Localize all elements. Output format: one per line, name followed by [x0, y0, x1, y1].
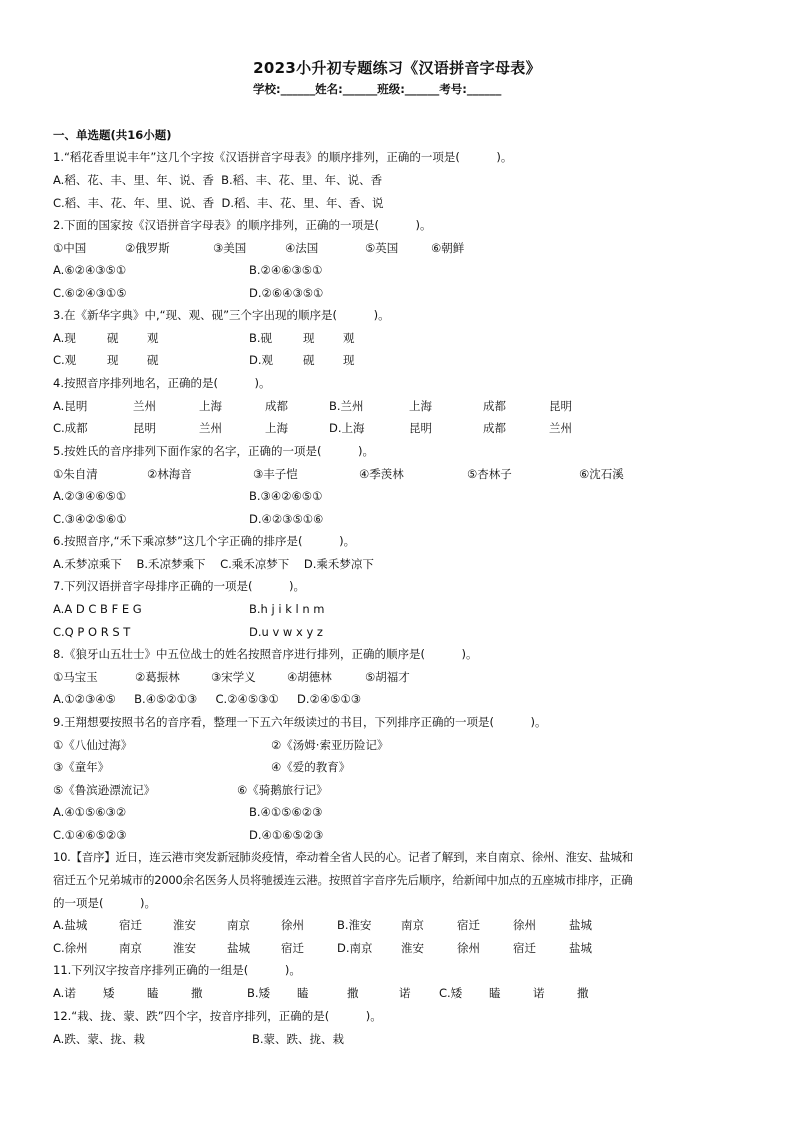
question-10-stem-line-1: 10.【音序】近日，连云港市突发新冠肺炎疫情，牵动着全省人民的心。记者了解到，来自南京、徐州、淮安、盐城和	[53, 850, 634, 864]
item: ②林海音	[147, 467, 192, 481]
word: 淮安	[173, 918, 196, 932]
item: ①中国	[53, 241, 87, 255]
word: 成都	[483, 421, 506, 435]
item: ④法国	[285, 241, 319, 255]
question-10-options-cd	[53, 940, 592, 956]
question-3-option-b	[249, 330, 355, 346]
word: 诺	[399, 986, 411, 1000]
question-9-option-d: D.④①⑥⑤②③	[249, 828, 324, 842]
question-9-option-a: A.④①⑤⑥③②	[53, 805, 127, 819]
word: 南京	[119, 941, 142, 955]
word: 观	[343, 331, 355, 345]
word: C.观	[53, 353, 77, 367]
word: C.矮	[439, 986, 463, 1000]
word: A.盐城	[53, 918, 88, 932]
question-9-book-4: ④《爱的教育》	[271, 760, 351, 774]
word: 诺	[533, 986, 545, 1000]
question-9-book-5: ⑤《鲁滨逊漂流记》	[53, 783, 156, 797]
question-12-stem: 12.“栽、拢、蒙、跌”四个字，按音序排列，正确的是( )。	[53, 1009, 382, 1023]
question-7-option-c: C.Q P O R S T	[53, 625, 131, 639]
page-title: 2023小升初专题练习《汉语拼音字母表》	[253, 59, 541, 77]
question-9-option-b: B.④①⑤⑥②③	[249, 805, 323, 819]
word: 徐州	[513, 918, 536, 932]
item: ④季羡林	[359, 467, 404, 481]
question-9-book-3: ③《童年》	[53, 760, 110, 774]
item: ②俄罗斯	[125, 241, 170, 255]
word: 昆明	[133, 421, 156, 435]
word: D.观	[249, 353, 274, 367]
question-11-options	[53, 985, 589, 1001]
word: 现	[303, 331, 315, 345]
question-3-option-c	[53, 352, 159, 368]
word: 宿迁	[513, 941, 536, 955]
question-7-stem: 7.下列汉语拼音字母排序正确的一项是( )。	[53, 579, 305, 593]
question-10-stem-line-3: 的一项是( )。	[53, 896, 157, 910]
word: 上海	[409, 399, 432, 413]
question-4-options-cd	[53, 420, 572, 436]
word: 撒	[347, 986, 359, 1000]
question-12-option-b: B.蒙、跌、拢、栽	[252, 1032, 345, 1046]
word: 淮安	[173, 941, 196, 955]
question-8-options: A.①②③④⑤ B.④⑤②①③ C.②④⑤③① D.②④⑤①③	[53, 692, 362, 706]
word: C.徐州	[53, 941, 88, 955]
question-7-option-b: B.h j i k l n m	[249, 602, 325, 616]
question-5-option-c: C.③④②⑤⑥①	[53, 512, 127, 526]
question-6-options: A.禾梦凉乘下 B.禾凉梦乘下 C.乘禾凉梦下 D.乘禾梦凉下	[53, 557, 374, 571]
question-2-stem: 2.下面的国家按《汉语拼音字母表》的顺序排列，正确的一项是( )。	[53, 218, 432, 232]
item: ⑥沈石溪	[579, 467, 624, 481]
question-9-book-6: ⑥《骑鹅旅行记》	[237, 783, 328, 797]
item: ⑥朝鲜	[431, 241, 465, 255]
item: ②葛振林	[135, 670, 180, 684]
word: B.矮	[247, 986, 271, 1000]
item: ③宋学义	[211, 670, 256, 684]
word: 兰州	[549, 421, 572, 435]
question-10-stem-line-2: 宿迁五个兄弟城市的2000余名医务人员将驰援连云港。按照首字音序先后顺序，给新闻中加点的五座城市排序，正确	[53, 873, 633, 887]
question-2-option-a: A.⑥②④③⑤①	[53, 263, 127, 277]
word: B.淮安	[337, 918, 372, 932]
question-11-stem: 11.下列汉字按音序排列正确的一组是( )。	[53, 963, 301, 977]
question-9-book-1: ①《八仙过海》	[53, 738, 133, 752]
word: 盐城	[569, 918, 592, 932]
section-heading: 一、单选题(共16小题)	[53, 128, 172, 142]
word: B.砚	[249, 331, 273, 345]
word: 南京	[401, 918, 424, 932]
question-2-items	[53, 240, 491, 256]
item: ①朱自清	[53, 467, 98, 481]
item: ③美国	[213, 241, 247, 255]
word: 矮	[103, 986, 115, 1000]
question-3-option-d	[249, 352, 355, 368]
word: 撒	[577, 986, 589, 1000]
question-5-option-b: B.③④②⑥⑤①	[249, 489, 323, 503]
question-5-stem: 5.按姓氏的音序排列下面作家的名字，正确的一项是( )。	[53, 444, 374, 458]
item: ⑤杏林子	[467, 467, 512, 481]
question-5-items	[53, 466, 624, 482]
word: 成都	[265, 399, 288, 413]
word: 兰州	[199, 421, 222, 435]
word: 昆明	[409, 421, 432, 435]
word: 宿迁	[457, 918, 480, 932]
student-info-line: 学校:______姓名:______班级:______考号:______	[253, 82, 502, 96]
item: ③丰子恺	[253, 467, 298, 481]
question-3-option-a	[53, 330, 159, 346]
word: 盐城	[227, 941, 250, 955]
question-7-option-a: A.A D C B F E G	[53, 602, 142, 616]
question-9-stem: 9.王翔想要按照书名的音序看，整理一下五六年级读过的书目，下列排序正确的一项是( )。	[53, 715, 547, 729]
word: 观	[147, 331, 159, 345]
word: A.现	[53, 331, 76, 345]
word: D.上海	[329, 421, 365, 435]
question-1-options-ab: A.稻、花、丰、里、年、说、香 B.稻、丰、花、里、年、说、香	[53, 173, 383, 187]
question-10-options-ab	[53, 917, 592, 933]
word: C.成都	[53, 421, 88, 435]
word: 瞌	[489, 986, 501, 1000]
word: 瞌	[297, 986, 309, 1000]
word: 昆明	[549, 399, 572, 413]
question-3-stem: 3.在《新华字典》中,“现、观、砚”三个字出现的顺序是( )。	[53, 308, 390, 322]
question-5-option-a: A.②③④⑥⑤①	[53, 489, 127, 503]
question-1-options-cd: C.稻、丰、花、年、里、说、香 D.稻、丰、花、里、年、香、说	[53, 196, 384, 210]
word: 砚	[147, 353, 159, 367]
word: 成都	[483, 399, 506, 413]
question-2-option-b: B.②④⑥③⑤①	[249, 263, 323, 277]
question-1-stem: 1.“稻花香里说丰年”这几个字按《汉语拼音字母表》的顺序排列，正确的一项是( )。	[53, 150, 513, 164]
question-7-option-d: D.u v w x y z	[249, 625, 323, 639]
item: ①马宝玉	[53, 670, 98, 684]
word: D.南京	[337, 941, 373, 955]
word: 兰州	[133, 399, 156, 413]
word: 徐州	[281, 918, 304, 932]
word: 盐城	[569, 941, 592, 955]
word: 砚	[303, 353, 315, 367]
word: 现	[107, 353, 119, 367]
question-4-options-ab	[53, 398, 572, 414]
item: ⑤英国	[365, 241, 399, 255]
question-9-option-c: C.①④⑥⑤②③	[53, 828, 127, 842]
word: 撒	[191, 986, 203, 1000]
word: 现	[343, 353, 355, 367]
question-8-items	[53, 669, 410, 685]
word: 上海	[265, 421, 288, 435]
word: 上海	[199, 399, 222, 413]
word: A.昆明	[53, 399, 88, 413]
word: 徐州	[457, 941, 480, 955]
question-2-option-c: C.⑥②④③①⑤	[53, 286, 127, 300]
item: ⑤胡福才	[365, 670, 410, 684]
question-6-stem: 6.按照音序,“禾下乘凉梦”这几个字正确的排序是( )。	[53, 534, 356, 548]
question-9-book-2: ②《汤姆·索亚历险记》	[271, 738, 389, 752]
item: ④胡德林	[287, 670, 332, 684]
word: B.兰州	[329, 399, 364, 413]
word: 淮安	[401, 941, 424, 955]
question-12-option-a: A.跌、蒙、拢、栽	[53, 1032, 145, 1046]
word: 南京	[227, 918, 250, 932]
question-8-stem: 8.《狼牙山五壮士》中五位战士的姓名按照音序进行排列，正确的顺序是( )。	[53, 647, 478, 661]
question-5-option-d: D.④②③⑤①⑥	[249, 512, 324, 526]
word: 宿迁	[119, 918, 142, 932]
question-2-option-d: D.②⑥④③⑤①	[249, 286, 324, 300]
question-4-stem: 4.按照音序排列地名，正确的是( )。	[53, 376, 271, 390]
word: 瞌	[147, 986, 159, 1000]
word: A.诺	[53, 986, 76, 1000]
word: 宿迁	[281, 941, 304, 955]
word: 砚	[107, 331, 119, 345]
